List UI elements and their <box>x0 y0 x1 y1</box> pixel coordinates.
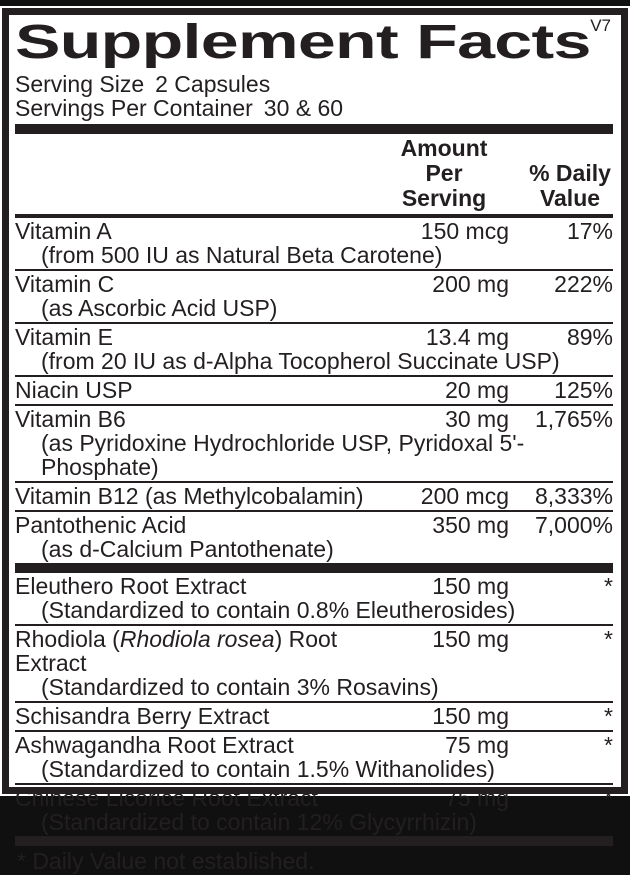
servings-per-container-value: 30 & 60 <box>263 95 344 121</box>
ingredient-name: Niacin USP <box>15 377 133 403</box>
ingredient-name: Rhodiola (Rhodiola rosea) Root Extract <box>15 626 338 676</box>
ingredient-detail: (as Ascorbic Acid USP) <box>41 295 278 321</box>
ingredient-daily-value: 8,333% <box>534 483 613 509</box>
ingredient-row-vitamin-a <box>15 218 613 269</box>
ingredient-daily-value: 125% <box>554 377 613 403</box>
servings-per-container-line <box>15 96 613 120</box>
ingredient-amount: 350 mg <box>432 512 509 538</box>
ingredient-amount: 150 mg <box>432 573 509 599</box>
version-superscript: V7 <box>590 16 611 35</box>
serving-size-label: Serving Size <box>15 71 145 97</box>
ingredient-name: Vitamin E <box>15 324 114 350</box>
section-divider-bar-middle <box>15 563 613 573</box>
ingredient-row-niacin <box>15 375 613 404</box>
ingredient-name: Chinese Licorice Root Extract <box>15 785 318 811</box>
ingredient-amount: 150 mg <box>432 626 509 652</box>
ingredient-name: Vitamin B6 <box>15 406 126 432</box>
ingredient-row-vitamin-e <box>15 322 613 375</box>
ingredient-amount: 200 mg <box>432 271 509 297</box>
ingredient-row-rhodiola <box>15 624 613 701</box>
ingredient-name: Vitamin A <box>15 218 112 244</box>
ingredient-name: Vitamin B12 (as Methylcobalamin) <box>15 483 364 509</box>
ingredient-daily-value: 222% <box>554 271 613 297</box>
ingredient-daily-value: * <box>604 573 613 599</box>
ingredient-name: Vitamin C <box>15 271 115 297</box>
column-header-row <box>15 134 613 218</box>
botanical-latin-name: Rhodiola rosea <box>119 626 275 652</box>
ingredient-row-vitamin-c <box>15 269 613 322</box>
ingredient-name: Pantothenic Acid <box>15 512 187 538</box>
ingredient-daily-value: 89% <box>566 324 613 350</box>
ingredient-row-vitamin-b12 <box>15 481 613 510</box>
ingredient-daily-value: 1,765% <box>534 406 613 432</box>
title-row <box>15 17 613 69</box>
ingredient-amount: 75 mg <box>445 785 509 811</box>
ingredient-row-pantothenic-acid <box>15 510 613 563</box>
ingredient-detail: (Standardized to contain 0.8% Eleutherosides) <box>41 597 516 623</box>
ingredient-amount: 200 mcg <box>420 483 509 509</box>
ingredient-row-schisandra <box>15 701 613 730</box>
ingredient-daily-value: * <box>604 703 613 729</box>
ingredient-detail: (as Pyridoxine Hydrochloride USP, Pyridoxal 5'-Phosphate) <box>41 430 525 480</box>
daily-value-footnote: * Daily Value not established. <box>17 848 315 874</box>
serving-size-value: 2 Capsules <box>155 71 271 97</box>
ingredient-row-chinese-licorice <box>15 783 613 836</box>
ingredient-detail: (Standardized to contain 3% Rosavins) <box>41 674 439 700</box>
section-divider-bar-bottom <box>15 836 613 846</box>
ingredient-amount: 30 mg <box>445 406 509 432</box>
ingredient-row-ashwagandha <box>15 730 613 783</box>
section-divider-bar-top <box>15 124 613 134</box>
ingredient-amount: 75 mg <box>445 732 509 758</box>
supplement-facts-panel <box>2 8 628 874</box>
servings-per-container-label: Servings Per Container <box>15 95 253 121</box>
ingredient-name: Eleuthero Root Extract <box>15 573 247 599</box>
page-title: Supplement Facts <box>15 16 591 69</box>
ingredient-daily-value: 7,000% <box>534 512 613 538</box>
amount-per-serving-header: Amount Per Serving <box>400 135 488 211</box>
ingredient-row-eleuthero <box>15 573 613 624</box>
serving-size-line <box>15 72 613 96</box>
serving-info <box>15 72 613 120</box>
ingredient-daily-value: * <box>604 785 613 811</box>
vitamins-section <box>15 218 613 563</box>
ingredient-detail: (Standardized to contain 1.5% Withanolides) <box>41 756 495 782</box>
ingredient-detail: (from 20 IU as d-Alpha Tocopherol Succinate USP) <box>41 348 560 374</box>
ingredient-detail: (Standardized to contain 12% Glycyrrhizin) <box>41 809 477 835</box>
ingredient-detail: (from 500 IU as Natural Beta Carotene) <box>41 242 443 268</box>
ingredient-name: Ashwagandha Root Extract <box>15 732 294 758</box>
ingredient-amount: 150 mcg <box>420 218 509 244</box>
ingredient-amount: 13.4 mg <box>425 324 509 350</box>
ingredient-detail: (as d-Calcium Pantothenate) <box>41 536 334 562</box>
ingredient-name: Schisandra Berry Extract <box>15 703 270 729</box>
ingredient-daily-value: 17% <box>566 218 613 244</box>
percent-daily-value-header: % Daily Value <box>529 160 611 211</box>
botanicals-section <box>15 573 613 836</box>
ingredient-amount: 20 mg <box>445 377 509 403</box>
ingredient-daily-value: * <box>604 626 613 652</box>
ingredient-row-vitamin-b6 <box>15 404 613 481</box>
ingredient-daily-value: * <box>604 732 613 758</box>
ingredient-amount: 150 mg <box>432 703 509 729</box>
